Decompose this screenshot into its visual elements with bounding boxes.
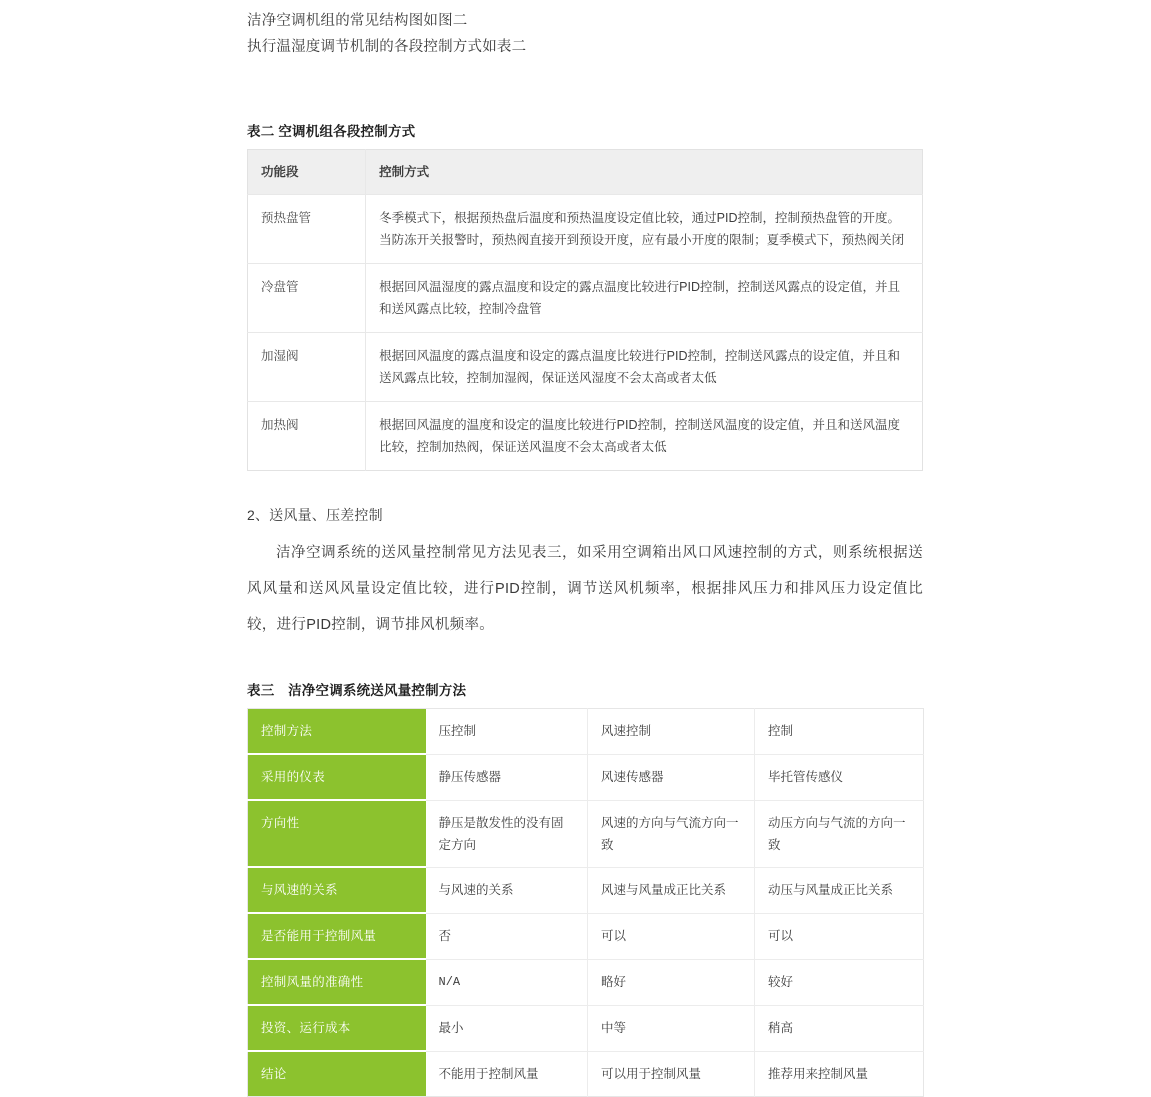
table-airflow-control-methods — [247, 708, 924, 1097]
table3-row-label: 是否能用于控制风量 — [248, 913, 426, 959]
table-row — [248, 959, 924, 1005]
table3-cell-col2: 可以用于控制风量 — [588, 1051, 755, 1097]
table-row — [248, 402, 923, 471]
table-row — [248, 195, 923, 264]
table2-cell-mode: 根据回风温湿度的露点温度和设定的露点温度比较进行PID控制，控制送风露点的设定值，并且和送风露点比较，控制冷盘管 — [366, 264, 923, 333]
table2-cell-segment: 预热盘管 — [248, 195, 366, 264]
table3-cell-col1: 静压传感器 — [426, 754, 588, 800]
table3-cell-col3: 可以 — [755, 913, 924, 959]
table3-row-label: 采用的仪表 — [248, 754, 426, 800]
table3-cell-col2: 风速控制 — [588, 709, 755, 755]
table3-cell-col3: 动压与风量成正比关系 — [755, 867, 924, 913]
table3-cell-col2: 略好 — [588, 959, 755, 1005]
table3-cell-col3: 较好 — [755, 959, 924, 1005]
table3-cell-col2: 中等 — [588, 1005, 755, 1051]
table3-cell-col3: 稍高 — [755, 1005, 924, 1051]
table3-cell-col3: 动压方向与气流的方向一致 — [755, 800, 924, 867]
table-row — [248, 1005, 924, 1051]
section-paragraph: 洁净空调系统的送风量控制常见方法见表三，如采用空调箱出风口风速控制的方式，则系统根据送风风量和送风风量设定值比较，进行PID控制，调节送风机频率，根据排风压力和排风压力设定值比较，进行PID控制，调节排风机频率。 — [247, 545, 923, 633]
table-row — [248, 754, 924, 800]
table-row — [248, 709, 924, 755]
table3-row-label: 与风速的关系 — [248, 867, 426, 913]
table2-head — [248, 150, 923, 195]
table3-cell-col1: 否 — [426, 913, 588, 959]
table2-header-row — [248, 150, 923, 195]
intro-line-2: 执行温湿度调节机制的各段控制方式如表二 — [247, 39, 527, 55]
table2-cell-mode: 冬季模式下，根据预热盘后温度和预热温度设定值比较，通过PID控制，控制预热盘管的开度。当防冻开关报警时，预热阀直接开到预设开度，应有最小开度的限制；夏季模式下，预热阀关闭 — [366, 195, 923, 264]
table3-caption: 表三 洁净空调系统送风量控制方法 — [247, 683, 467, 698]
section-airflow-pressure-control — [247, 501, 923, 643]
table-row — [248, 264, 923, 333]
table3-body — [248, 709, 924, 1097]
document-content-column — [247, 0, 923, 1097]
intro-block — [247, 0, 923, 60]
table-row — [248, 867, 924, 913]
table2-header-mode: 控制方式 — [366, 150, 923, 195]
table3-cell-col2: 风速的方向与气流方向一致 — [588, 800, 755, 867]
table2-cell-mode: 根据回风温度的露点温度和设定的露点温度比较进行PID控制，控制送风露点的设定值，并且和送风露点比较，控制加湿阀，保证送风湿度不会太高或者太低 — [366, 333, 923, 402]
table3-cell-col1: 静压是散发性的没有固定方向 — [426, 800, 588, 867]
table3-cell-col3: 控制 — [768, 724, 794, 738]
table2-cell-segment: 冷盘管 — [248, 264, 366, 333]
table3-cell-col1: 不能用于控制风量 — [426, 1051, 588, 1097]
table-row — [248, 913, 924, 959]
table3-cell-col1: 与风速的关系 — [426, 867, 588, 913]
table2-caption: 表二 空调机组各段控制方式 — [247, 124, 416, 139]
table2-cell-mode: 根据回风温度的温度和设定的温度比较进行PID控制，控制送风温度的设定值，并且和送风温度比较，控制加热阀，保证送风温度不会太高或者太低 — [366, 402, 923, 471]
table3-cell-col3: 毕托管传感仪 — [755, 754, 924, 800]
table3-row-label: 结论 — [248, 1051, 426, 1097]
table2-header-segment: 功能段 — [248, 150, 366, 195]
table3-cell-col3: 推荐用来控制风量 — [755, 1051, 924, 1097]
table3-cell-col2: 风速传感器 — [588, 754, 755, 800]
table2-cell-segment: 加湿阀 — [248, 333, 366, 402]
table-row — [248, 800, 924, 867]
section-heading: 2、送风量、压差控制 — [247, 507, 383, 523]
intro-line-1: 洁净空调机组的常见结构图如图二 — [247, 13, 468, 29]
table3-cell-col1: N/A — [426, 959, 588, 1005]
table3-row-label: 控制风量的准确性 — [248, 959, 426, 1005]
table3-cell-col1: 最小 — [426, 1005, 588, 1051]
table-row — [248, 1051, 924, 1097]
table3-row-label: 方向性 — [248, 800, 426, 867]
table3-cell-col2: 可以 — [588, 913, 755, 959]
table3-row-label: 投资、运行成本 — [248, 1005, 426, 1051]
table-air-handling-unit-control-modes — [247, 149, 923, 471]
table3-cell-col1: 压控制 — [426, 709, 588, 755]
table3-cell-col2: 风速与风量成正比关系 — [588, 867, 755, 913]
spacer — [247, 643, 923, 679]
table3-row-label: 控制方法 — [248, 709, 426, 755]
table2-body — [248, 195, 923, 471]
table2-cell-segment: 加热阀 — [248, 402, 366, 471]
table-row — [248, 333, 923, 402]
